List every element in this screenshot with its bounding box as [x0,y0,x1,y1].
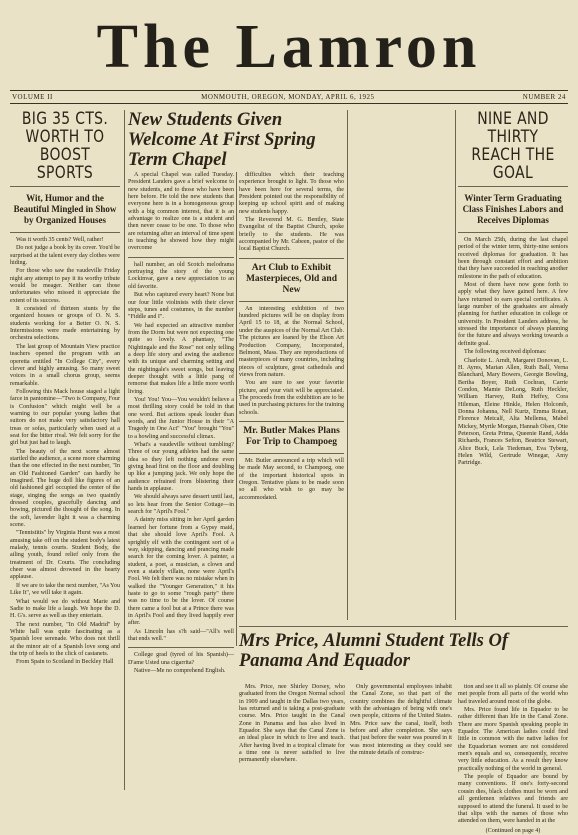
dateline [10,90,568,104]
divider [239,258,344,259]
newspaper-page [10,8,568,834]
paragraph: It consisted of thirteen stunts by the organized houses or groups of O. N. S. students working for a Better O. N. S. Intermissions were made entertaining by orchestra selections. [10,306,120,342]
paragraph: Native—Me no comprehend English. [134,668,226,674]
paragraph: tion and see it all so plainly. Of course she met people from all parts of the world who had traveled around most of the globe. [458,684,568,705]
paragraph: Do not judge a book by its cover. You'd be surprised at the talent every day clothes were hiding. [10,245,120,267]
divider [239,453,344,454]
paragraph: Charlotte L. Arndt, Margaret Donovan, L. H. Ayres, Marian Allen, Ruth Ball, Verna Blanchard, Mary Bowers, Georgie Bowling, Bertha Boyer, Ruth Cochran, Carrie Condon, Mamie DeLong, Ruth Heckler, William Harvey, Ruth Heffey, Cora Hileman, Eleine Hinkle, Helen Holcomb, Donna Johanna, Nell Kurtz, Emma Rotan, Florence Metcalf, Alta Mellema, Mabel Mickey, Myrtle Morgan, Hannah Olsen, Otte Peterson, Greta Prima, Queenie Rand, Adda Richards, Frances Sefton, Beatrice Stewart, Alice Buck, Lela Tiedeman, Eva Tyberg, Helen Wild, Gertrude Winegar, Amy Partridge. [458,357,568,467]
paragraph: We should always save dessert until last, so lets hear from the Senior Cottage—in search for "April's Fool." [128,494,234,516]
paragraph: As Lincoln has s?h said—"All's well that ends well." [128,628,234,642]
paragraph: We had expected an attractive number from the Dorm but were not expecting one quite so lovely. A phantasy, "The Nightingale and the Rose" not only telling a deep life story and awing the audience with its unique and charming setting and the nightingale's sweet songs, but leaving deeper thought with a little pang of remorse that makes life a little more worth living. [128,322,234,395]
headline-chapel: New Students Given Welcome At First Spring Term Chapel [128,110,316,170]
column-rule [347,110,348,620]
article-chapel-col-b [239,172,344,646]
headline-butler: Mr. Butler Makes Plans For Trip to Champoeg [243,425,340,447]
paragraph: Mrs. Price found life in Equador to be rather different than life in the Canal Zone. There are more Spanish speaking people in Equador. The American ladies could find little in common with the native ladies for the Equadorian women are not considered men's equals and so, consequently, receive very little education. As a result they know practically nothing of the world in general. [458,707,568,772]
paragraph: College grad (tyred of his Spanish)—D'ame Usted una cigarrita? [128,652,234,666]
paragraph: You! You! You—You wouldn't believe a most thrilling story could be told in that one word. But actions speak louder than words, and the Junior House in their "A Tragedy in One Act" "You" brought "You" to a howling and successful climax. [128,396,234,440]
paragraph: The following received diplomas: [464,349,547,356]
divider [239,421,344,422]
paragraph: difficulties which their teaching experience brought to light. To those who have been here for several terms, the President pointed out the responsibility of keeping up school spirit and of making new students happy. [239,172,344,215]
article-vaudeville [10,110,120,790]
subhead-vaudeville: Wit, Humor and the Beautiful Mingled in Show by Organized Houses [13,193,117,225]
continued-note: (Continued on page 4) [485,827,541,834]
divider [458,232,568,233]
paragraph: On March 25th, during the last chapel period of the winter term, thirty-nine seniors received diplomas for graduation. It has been through constant effort and ambition that they have succeeded in reaching another milestone in the path of education. [458,237,568,280]
divider [128,647,234,648]
subhead-graduation: Winter Term Graduating Class Finishes Labors and Receives Diplomas [462,193,564,225]
paragraph: An interesting exhibition of two hundred pictures will be on display from April 15 to 18, at the Normal School, under the auspices of the Normal Art Club. The pictures are loaned by the Elson Art Production Company, Incorporated, Belmont, Mass. They are reproductions of masterpieces of many countries, including pieces of sculpture, great cathedrals and views from nature. [239,305,344,378]
column-rule [124,110,125,790]
divider [128,257,234,258]
divider [239,301,344,302]
paragraph: But who captured every heart? None but our four little violinists with their clever steps, tunes and costumes, in the number "Fiddle and I". [128,292,234,321]
paragraph: The Reverend M. G. Bentley, State Evangelist of the Baptist Church, spoke briefly to the students. He was accompanied by Mr. Cabeen, pastor of the local Baptist Church. [239,217,344,253]
paragraph: For those who saw the vaudeville Friday night any attempt to pay it its worthy tribute would be meager. Neither can those unfortunates who missed it appreciate the extent of its success. [10,268,120,304]
divider [10,186,120,187]
paragraph: "Tennistitis" by Virginia Hurst was a most amusing take off on the student body's latest malady, tennis courts. Student Body, the ailing youth, found relief only from the treatment of Dr. Courts. The concluding cheer was almost drowned in the hearty applause. [10,530,120,581]
issue-number: NUMBER 24 [522,93,566,101]
article-graduation [458,110,568,650]
paragraph: If we are to take the next number, "As You Like It", we will take it again. [10,582,120,597]
column-rule [455,110,456,620]
paragraph: Mr. Butler announced a trip which will be made May second, to Champoeg, one of the important historical spots in Oregon. Tentative plans to be made soon so all who wish to go may be accommodated. [239,457,344,501]
divider [239,626,568,627]
paragraph: The last group of Mountain View practice teachers opened the program with an operetta entitled "In College City", every clever and highly amusing. So many sweet voices in a small chorus group, seems remarkable. [10,343,120,387]
paragraph: hall number, an old Scotch melodrama portraying the story of the young Lockinvar, gave a new appreciation to an old favorite. [128,261,234,290]
headline-price: Mrs Price, Alumni Student Tells Of Panama And Equador [239,631,508,671]
paragraph: Following this Mack house staged a light farce in pantomine—"Two is Company, Four is Confusion" which might well be a warning to our popular young ladies that suitors do not make very satisfactory hall treas or sofas, particularly when used at a seat for the bitter rival. We felt sorry for the girl but just had to laugh. [10,388,120,447]
headline-art-club: Art Club to Exhibit Masterpieces, Old and New [245,262,338,295]
paragraph: A dainty miss sitting in her April garden learned her fortune from a Gypsy maid, that she should love April's Fool. A sprightly elf with the contingent sort of a way, skipping, dancing and prancing made search for the coming lover. A painter, a student, a poet, a musician, a clown and even a stately villain, none were April's Fool. We felt there was no mistake when in walked the "Younger Generation," it his haste to go to some "rough party" there was no time to be the lover. Of course there came a fool but at a Prince there was in April's Fool and they lived happily ever after. [128,517,234,627]
body-vaudeville [10,237,120,667]
place-date: MONMOUTH, OREGON, MONDAY, APRIL 6, 1925 [201,93,375,101]
divider [458,186,568,187]
article-price-col-c [458,684,568,834]
columns [10,109,568,834]
headline-vaudeville: BIG 35 CTS. WORTH TO BOOST SPORTS [21,109,109,183]
article-price-col-b [350,684,452,790]
paragraph: The next number, "In Old Madrid" by White hall was quite fascinating as a Spanish love serenade. Who does not thrill at the minor air of a Spanish love song and the trip of heels to the click of castanets. [10,621,120,657]
headline-graduation: NINE AND THIRTY REACH THE GOAL [471,109,555,183]
volume-label: VOLUME II [12,93,53,101]
paragraph: What's a vaudeville without tumbling? Three of our young athletes had the same idea so they left nothing undone even giving head first on the floor and doubling up like a jumping jack. We only hope the audience refrained from blistering their hands in applause. [128,442,234,493]
paragraph: A special Chapel was called Tuesday. President Landers gave a brief welcome to new students, and to those who have been here before. He told the new students that everyone here is in a homogeneous group with a big common interest, that it is an advantage to realize one is a student and then never cease to be one. To those who are returning after an interval of time spent in teaching he showed how they might overcome [128,172,234,252]
paragraph: The beauty of the next scene almost startled the audience, a scene more charming than the one effected in the next number, "In an Old Fashioned Garden" can hardly be imagined. The huge doll like figures of an old fashioned girl occupied the center of the stage, singing the songs as two quaintly dressed couples, gracefully dancing and bowing, pictured the thought of the song. In the soft, lavender light it was a charming scene. [10,448,120,529]
masthead-title: The Lamron [96,13,482,81]
paragraph: What would we do without Marie and Sadie to make life a laugh. We hope the D. H. G's. serve as well as they entertain. [10,598,120,620]
headline-block-price [239,622,568,682]
paragraph: Mrs. Price, nee Shirley Dorsey, who graduated from the Oregon Normal school in 1909 and taught in the Dallas two years, has returned and is taking a post-graduate course. Mrs. Price taught in the Canal Zone in Panama and has also lived in Equador. She says that the Canal Zone is an ideal place in which to live and teach. After having lived in a tropical climate for a time one is never satisfied to live permanently elsewhere. [239,684,345,764]
paragraph: The people of Equador are bound by many conventions. If one's forty-second cousin dies, black clothes must be worn and all gentlemen relatives and friends are supposed to attend the funeral. It used to be that slips with the names of those who attended on them, were handed in at the [458,774,568,825]
article-chapel-col-a [128,172,234,674]
divider [10,232,120,233]
paragraph: You are sure to see your favorite picture, and your visit will be appreciated. The proceeds from the exhibition are to be used in purchasing pictures for the training schools. [239,380,344,416]
article-price-col-a [239,684,345,790]
paragraph: Most of them have now gone forth to apply what they have gained here. A few have returned to earn special certificates. A large number of the graduates are already planning for further education in college or university. In President Landers address, he stressed the importance of always planning for the future and always working towards a definite goal. [458,282,568,347]
paragraph: From Spain to Scotland in Beckley Hall [16,659,114,666]
paragraph: Only governmental employees inhabit the Canal Zone, so that part of the country combines the delightful climate with the advantages of being with one's own people, citizens of the United States. Mrs. Price saw the canal, itself, both before and after completion. She says that just before the water was poured in it was most interesting as they could see the minute details of construc- [350,684,452,757]
paragraph: Was it worth 35 cents? Well, rather! [16,237,104,243]
